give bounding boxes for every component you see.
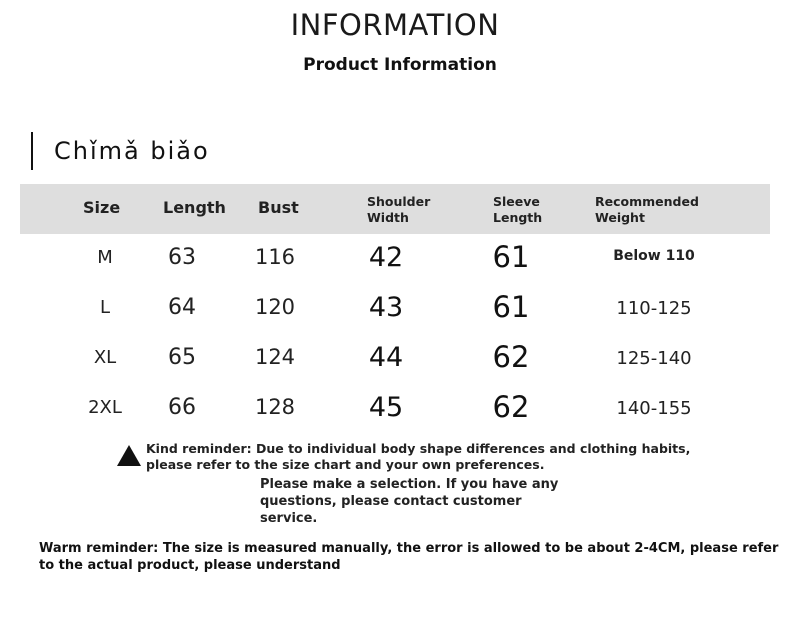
column-header-shoulder-line1: Shoulder <box>367 194 431 209</box>
column-header-length: Length <box>163 198 226 217</box>
table-row <box>0 234 790 284</box>
column-header-size: Size <box>83 198 121 217</box>
bust-cell: 124 <box>254 345 296 369</box>
section-divider-bar <box>31 132 33 170</box>
shoulder-cell: 45 <box>368 392 404 423</box>
shoulder-cell: 44 <box>368 342 404 373</box>
sleeve-cell: 61 <box>492 240 530 274</box>
bust-cell: 116 <box>254 245 296 269</box>
weight-cell: 110-125 <box>616 298 692 319</box>
size-cell: XL <box>93 347 117 368</box>
bust-cell: 128 <box>254 395 296 419</box>
table-header <box>20 184 770 234</box>
sleeve-cell: 62 <box>492 340 530 374</box>
column-header-bust: Bust <box>258 198 299 217</box>
size-cell: 2XL <box>88 397 122 418</box>
column-header-sleeve-length <box>493 194 542 226</box>
shoulder-cell: 42 <box>368 242 404 273</box>
length-cell: 63 <box>168 245 196 270</box>
column-header-sleeve-line1: Sleeve <box>493 194 540 209</box>
column-header-shoulder-width <box>367 194 430 226</box>
table-row <box>0 384 790 434</box>
column-header-weight-line1: Recommended <box>595 194 699 209</box>
weight-cell: 140-155 <box>616 398 692 419</box>
warm-reminder-text: Warm reminder: The size is measured manually, the error is allowed to be about 2-4CM, please refer to the actual product, please understand <box>39 541 779 573</box>
size-cell: L <box>99 297 111 318</box>
column-header-weight-line2: Weight <box>595 210 645 225</box>
selection-note-text: Please make a selection. If you have any questions, please contact customer service. <box>260 477 559 526</box>
page-subtitle: Product Information <box>303 55 497 75</box>
kind-reminder-text: Kind reminder: Due to individual body shape differences and clothing habits, please refer to the size chart and your own preferences. <box>146 441 691 472</box>
table-row <box>0 334 790 384</box>
size-cell: M <box>97 247 113 268</box>
column-header-shoulder-line2: Width <box>367 210 409 225</box>
section-title: Chǐmǎ biǎo <box>54 137 210 165</box>
warning-triangle-icon <box>117 445 141 466</box>
weight-cell: 125-140 <box>616 348 692 369</box>
bust-cell: 120 <box>254 295 296 319</box>
page-title: INFORMATION <box>290 8 500 42</box>
shoulder-cell: 43 <box>368 292 404 323</box>
sleeve-cell: 61 <box>492 290 530 324</box>
column-header-recommended-weight <box>595 194 699 226</box>
sleeve-cell: 62 <box>492 390 530 424</box>
table-row <box>0 284 790 334</box>
length-cell: 64 <box>168 295 196 320</box>
length-cell: 65 <box>168 345 196 370</box>
length-cell: 66 <box>168 395 196 420</box>
column-header-sleeve-line2: Length <box>493 210 543 225</box>
weight-cell: Below 110 <box>613 248 695 264</box>
